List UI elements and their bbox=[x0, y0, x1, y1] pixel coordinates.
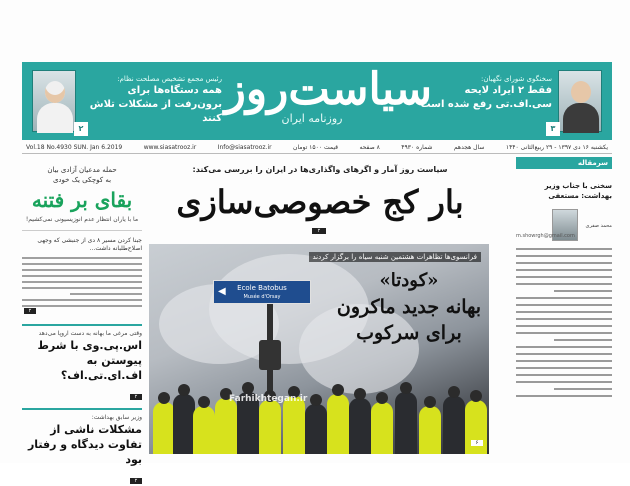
issue-info-bar bbox=[22, 142, 612, 154]
teaser-kicker: رئیس مجمع تشخیص مصلحت نظام: bbox=[117, 75, 222, 83]
text-line bbox=[516, 248, 612, 250]
text-line bbox=[22, 257, 142, 259]
main-page-ref: ۲ bbox=[312, 228, 326, 234]
issue-number: شماره ۴۹۳۰ bbox=[401, 144, 433, 151]
story-headline: اس.پی.وی با شرط پیوستن به اف.ای.تی.اف؟ bbox=[37, 339, 142, 382]
protest-crowd bbox=[149, 384, 489, 454]
editorial-title[interactable]: سخنی با جناب وزیر بهداشت: مستعفی bbox=[544, 182, 612, 200]
editorial-body-text bbox=[516, 248, 612, 397]
teaser-headline: فقط ۲ ایراد لایحه سی.اف.تی رفع شده است bbox=[420, 85, 552, 110]
text-line bbox=[516, 297, 612, 299]
story-headline: مشکلات ناشی از تفاوت دیدگاه و رفتار بود bbox=[27, 423, 142, 466]
section-tag: سرمقاله bbox=[516, 157, 612, 169]
text-line bbox=[22, 269, 142, 271]
photo-headline-line-3: برای سرکوب bbox=[356, 322, 462, 344]
issue-year: سال هجدهم bbox=[453, 144, 485, 151]
text-line bbox=[516, 367, 612, 369]
page-number-badge: ۳ bbox=[546, 122, 560, 136]
story-page-ref: ۲ bbox=[130, 394, 142, 400]
text-line bbox=[516, 332, 612, 334]
sign-line-2: Musée d'Orsay bbox=[243, 294, 281, 300]
page-number-badge: ۲ bbox=[74, 122, 88, 136]
text-line bbox=[22, 299, 142, 301]
text-line bbox=[516, 262, 612, 264]
teaser-kicker: سخنگوی شورای نگهبان: bbox=[481, 75, 552, 83]
left-body-text bbox=[22, 257, 142, 307]
text-line bbox=[516, 374, 612, 376]
logo-title: سیاست‌روز bbox=[224, 64, 432, 115]
website-link[interactable]: www.siasatrooz.ir bbox=[143, 144, 197, 151]
text-line bbox=[516, 269, 612, 271]
issue-price: قیمت ۱۵۰۰ تومان bbox=[293, 144, 339, 151]
text-line bbox=[554, 290, 612, 292]
street-sign bbox=[213, 280, 311, 304]
photo-page-ref: ۶ bbox=[471, 440, 483, 446]
story-kicker: وزیر سابق بهداشت: bbox=[91, 414, 142, 421]
text-line bbox=[22, 281, 142, 283]
teaser-headline: همه دستگاه‌ها برای برون‌رفت از مشکلات تلاش کنند bbox=[89, 85, 222, 124]
text-line bbox=[516, 255, 612, 257]
main-kicker: سیاست روز آمار و اگرهای واگذاری‌ها در ایران را بررسی می‌کند: bbox=[192, 165, 448, 174]
text-line bbox=[516, 276, 612, 278]
author-name: محمد صفری bbox=[585, 223, 612, 229]
author-email[interactable]: m.showrgh@gmail.com bbox=[516, 233, 575, 239]
masthead bbox=[22, 62, 612, 140]
traffic-light bbox=[259, 340, 281, 370]
story-page-ref: ۲ bbox=[130, 478, 142, 484]
left-story-2[interactable] bbox=[22, 324, 142, 402]
text-line bbox=[516, 318, 612, 320]
logo-subtitle: روزنامه ایران bbox=[281, 112, 343, 125]
sign-line-1: Ecole Batobus bbox=[237, 284, 287, 292]
issue-date: یکشنبه ۱۶ دی ۱۳۹۷ - ۲۹ ربیع‌الثانی ۱۴۴۰ bbox=[505, 144, 608, 151]
text-line bbox=[516, 325, 612, 327]
left-story-3[interactable] bbox=[22, 408, 142, 486]
left-article-body bbox=[22, 230, 142, 318]
newspaper-logo[interactable] bbox=[224, 64, 432, 136]
photo-headline-line-2: بهانه جدید ماکرون bbox=[336, 296, 482, 318]
text-line bbox=[22, 275, 142, 277]
page-count: ۸ صفحه bbox=[359, 144, 380, 151]
text-line bbox=[554, 339, 612, 341]
masthead-teaser-right[interactable] bbox=[408, 68, 608, 134]
story-kicker: وقتی مرغی ما بهانه به دست اروپا می‌دهد bbox=[38, 330, 142, 337]
photo-headline[interactable] bbox=[335, 268, 483, 346]
left-column bbox=[22, 157, 142, 484]
left-page-ref: ۲ bbox=[24, 308, 36, 314]
text-line bbox=[516, 311, 612, 313]
left-headline[interactable]: بقای بر فتنه bbox=[31, 188, 133, 212]
photo-caption: فرانسوی‌ها تظاهرات هشتمین شنبه سیاه را برگزار کردند bbox=[149, 252, 489, 262]
left-article-lead: جبنا کردن مسیر ۸ دی از جنبشی که وجهی اصلاح‌طلبانه داشت... bbox=[37, 237, 142, 252]
left-subhead: ما با یاران انتظار عدم انوزیسیونی نمی‌کشیم! bbox=[25, 216, 139, 223]
left-kicker-1: حمله مدعیان آزادی بیان bbox=[47, 166, 117, 174]
text-line bbox=[70, 293, 142, 295]
editorial-column bbox=[516, 157, 612, 463]
text-line bbox=[516, 360, 612, 362]
author-box bbox=[516, 209, 612, 243]
lead-photo[interactable] bbox=[149, 244, 489, 454]
portrait-photo bbox=[558, 70, 602, 132]
arrow-left-icon: ◀ bbox=[218, 286, 226, 297]
left-kicker-2: به کوچکی یک خودی bbox=[52, 176, 112, 184]
text-line bbox=[516, 304, 612, 306]
photo-watermark: Farhikhtegan.ir bbox=[229, 394, 308, 404]
portrait-photo bbox=[32, 70, 76, 132]
text-line bbox=[516, 395, 612, 397]
text-line bbox=[22, 263, 142, 265]
text-line bbox=[554, 388, 612, 390]
text-line bbox=[516, 381, 612, 383]
text-line bbox=[516, 353, 612, 355]
photo-headline-line-1: «کودتا» bbox=[379, 270, 439, 291]
text-line bbox=[516, 346, 612, 348]
text-line bbox=[22, 305, 142, 307]
text-line bbox=[22, 287, 142, 289]
main-headline[interactable]: بار کج خصوصی‌سازی bbox=[176, 183, 464, 221]
contact-email[interactable]: Info@siasatrooz.ir bbox=[217, 144, 272, 151]
text-line bbox=[516, 283, 612, 285]
masthead-teaser-left[interactable] bbox=[26, 68, 226, 134]
issue-latin-info: Vol.18 No.4930 SUN. Jan 6.2019 bbox=[26, 144, 123, 151]
